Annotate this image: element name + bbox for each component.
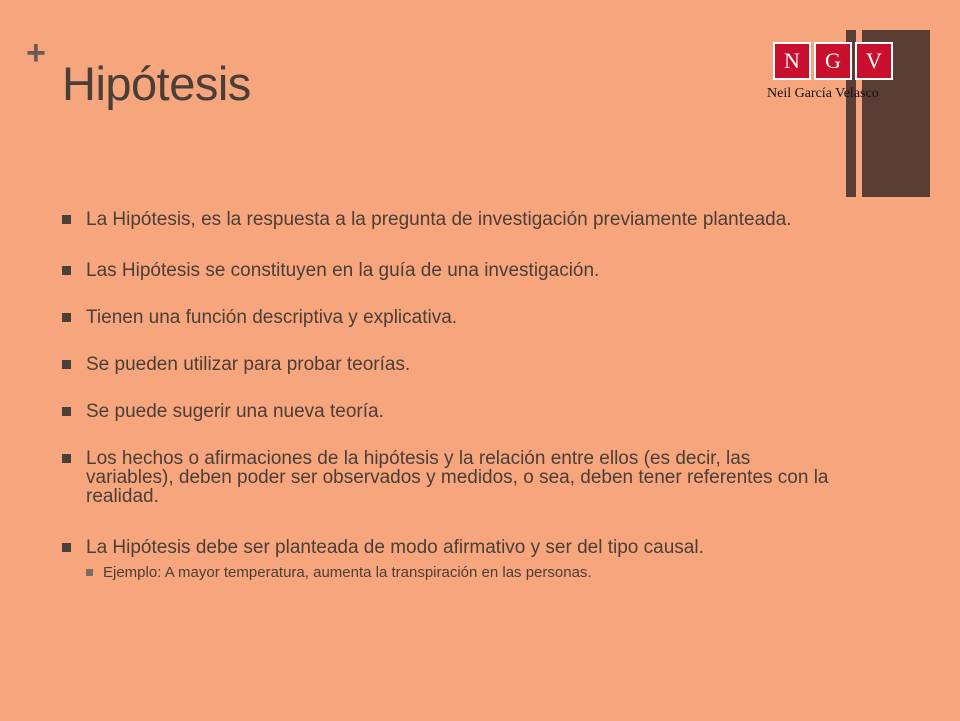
sub-bullet-square-icon [86, 569, 93, 576]
bullet-item [62, 402, 842, 421]
bullet-item [62, 308, 842, 327]
logo-caption: Neil García Velasco [767, 86, 879, 101]
sub-bullet-text: Ejemplo: A mayor temperatura, aumenta la transpiración en las personas. [103, 564, 592, 581]
bullet-text: La Hipótesis, es la respuesta a la pregunta de investigación previamente planteada. [86, 209, 792, 230]
bullet-text: Tienen una función descriptiva y explicativa. [86, 307, 458, 328]
bullet-item [62, 449, 842, 506]
bullet-item [62, 355, 842, 374]
bullet-text: Los hechos o afirmaciones de la hipótesis y la relación entre ellos (es decir, las variables), deben poder ser observados y medidos, o sea, deben tener referentes con la realidad. [86, 448, 829, 507]
bullet-square-icon [62, 454, 71, 463]
logo-letter-v: V [855, 42, 893, 80]
bullet-text: La Hipótesis debe ser planteada de modo afirmativo y ser del tipo causal. [86, 537, 704, 558]
plus-icon: + [26, 34, 46, 72]
bullet-list [62, 210, 842, 581]
bullet-square-icon [62, 266, 71, 275]
bullet-square-icon [62, 407, 71, 416]
bullet-square-icon [62, 543, 71, 552]
bullet-text: Las Hipótesis se constituyen en la guía de una investigación. [86, 260, 600, 281]
bullet-square-icon [62, 215, 71, 224]
sub-bullet-item [86, 565, 842, 581]
slide-title: Hipótesis [62, 57, 251, 110]
logo-letter-n: N [773, 42, 811, 80]
bullet-text: Se puede sugerir una nueva teoría. [86, 401, 384, 422]
logo-letters [773, 42, 900, 80]
bullet-item [62, 538, 842, 557]
bullet-item [62, 261, 842, 280]
bullet-square-icon [62, 360, 71, 369]
bullet-item [62, 210, 842, 229]
logo-letter-g: G [814, 42, 852, 80]
ngv-logo [767, 42, 900, 112]
bullet-text: Se pueden utilizar para probar teorías. [86, 354, 411, 375]
bullet-square-icon [62, 313, 71, 322]
